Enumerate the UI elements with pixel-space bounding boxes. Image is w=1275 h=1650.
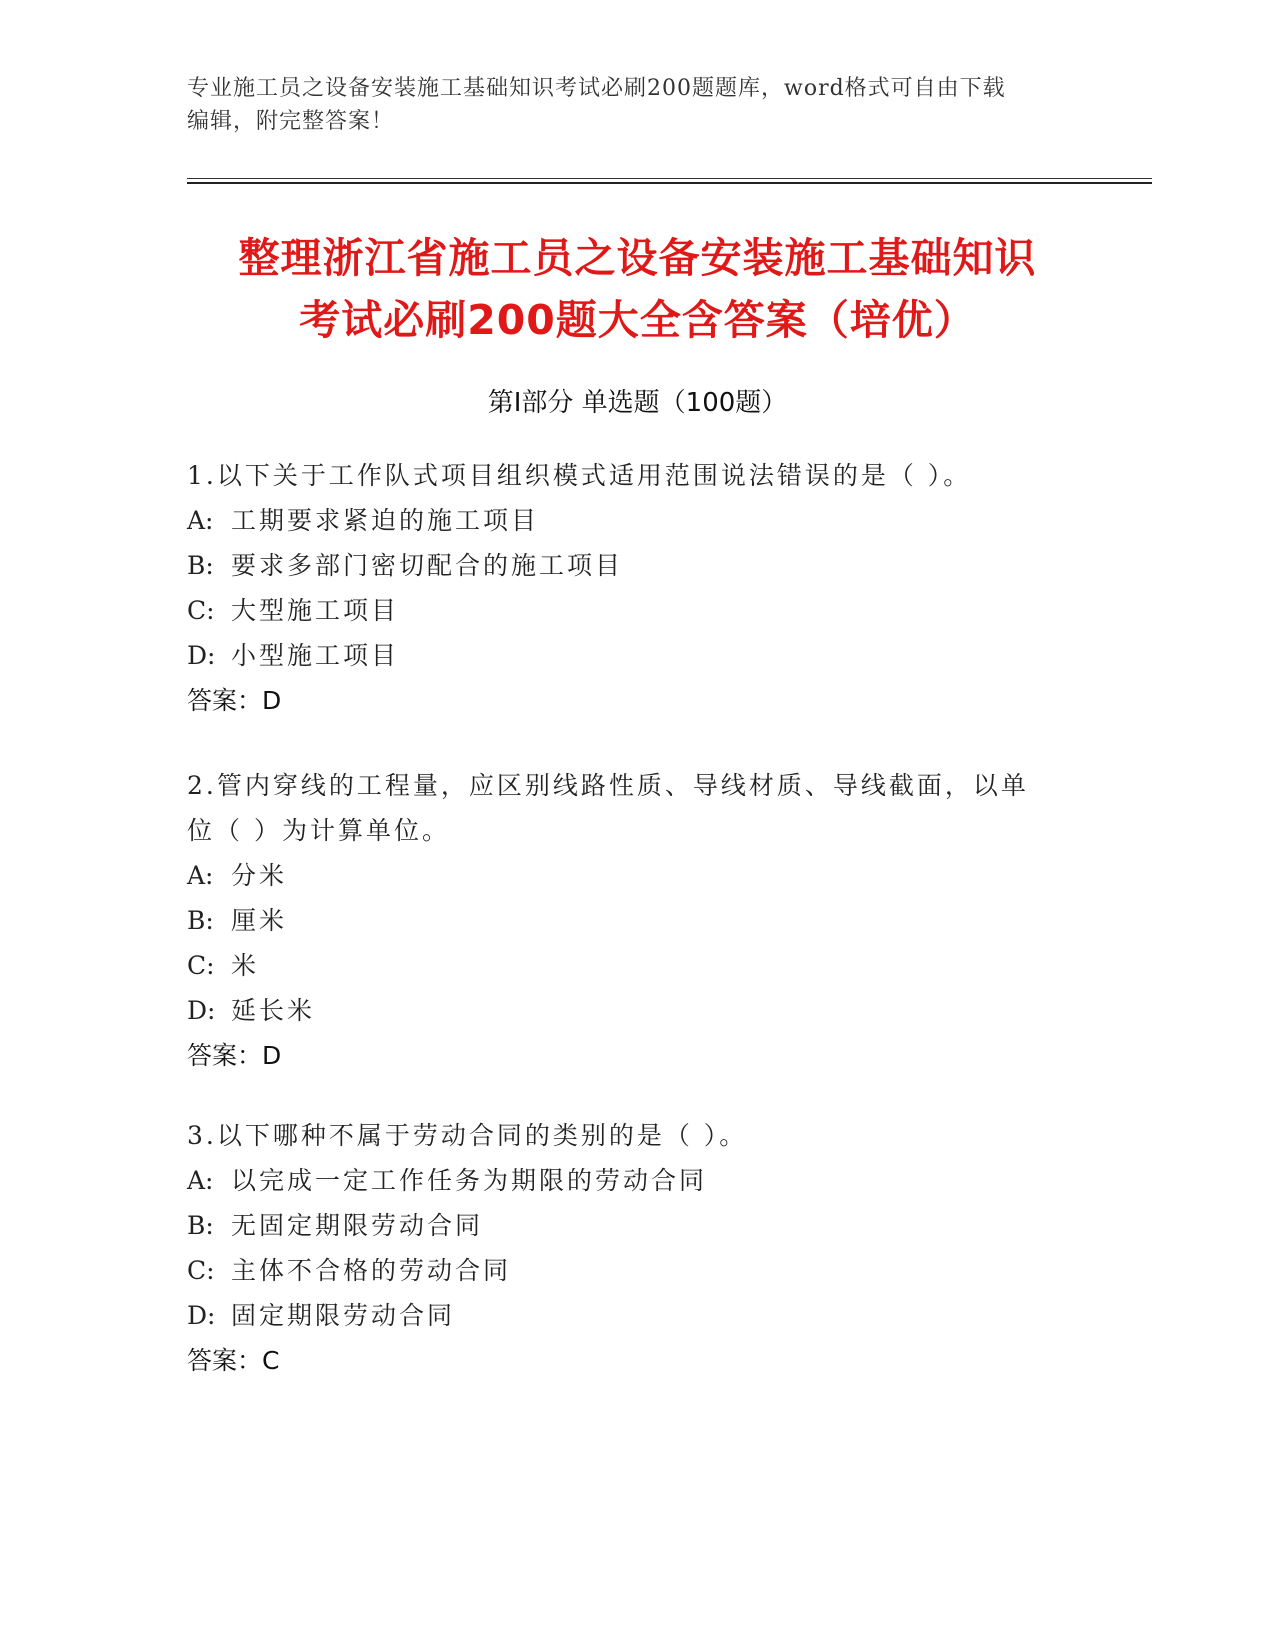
header-note — [187, 72, 1067, 138]
option-text: 无固定期限劳动合同 — [231, 1211, 484, 1240]
option-text: 主体不合格的劳动合同 — [231, 1256, 512, 1285]
option-text: 米 — [231, 951, 260, 980]
option-b — [187, 1203, 1067, 1248]
option-text: 要求多部门密切配合的施工项目 — [231, 551, 624, 580]
option-b — [187, 898, 1067, 943]
option-key: B: — [187, 551, 214, 580]
section-heading: 第Ⅰ部分 单选题（100题） — [487, 388, 788, 418]
question-3 — [187, 1113, 1067, 1383]
option-key: A: — [187, 861, 214, 890]
option-d — [187, 988, 1067, 1033]
question-stem: 3.以下哪种不属于劳动合同的类别的是（ ）。 — [187, 1121, 748, 1150]
document-title-line-2: 考试必刷200题大全含答案（培优） — [299, 296, 976, 344]
question-stem-line-2: 位（ ）为计算单位。 — [187, 816, 450, 845]
option-key: A: — [187, 1166, 214, 1195]
question-2 — [187, 763, 1067, 1078]
option-key: D: — [187, 996, 216, 1025]
option-key: B: — [187, 1211, 214, 1240]
option-text: 厘米 — [231, 906, 288, 935]
answer-line: 答案：D — [187, 686, 282, 715]
option-text: 工期要求紧迫的施工项目 — [231, 506, 540, 535]
option-text: 大型施工项目 — [231, 596, 400, 625]
question-stem-line-1: 2.管内穿线的工程量，应区别线路性质、导线材质、导线截面，以单 — [187, 771, 1029, 800]
option-key: B: — [187, 906, 214, 935]
header-divider-thin — [187, 178, 1152, 179]
option-key: C: — [187, 596, 215, 625]
option-b — [187, 543, 1067, 588]
question-1 — [187, 453, 1067, 723]
option-key: C: — [187, 1256, 215, 1285]
option-text: 小型施工项目 — [231, 641, 400, 670]
answer-line: 答案：C — [187, 1346, 280, 1375]
option-a — [187, 853, 1067, 898]
header-divider-thick — [187, 182, 1152, 184]
option-c — [187, 943, 1067, 988]
header-note-line-2: 编辑，附完整答案！ — [187, 109, 395, 134]
header-note-line-1: 专业施工员之设备安装施工基础知识考试必刷200题题库，word格式可自由下载 — [187, 76, 1006, 101]
option-key: D: — [187, 1301, 216, 1330]
option-key: A: — [187, 506, 214, 535]
option-text: 固定期限劳动合同 — [231, 1301, 456, 1330]
option-c — [187, 588, 1067, 633]
option-d — [187, 1293, 1067, 1338]
option-text: 分米 — [231, 861, 288, 890]
option-text: 延长米 — [231, 996, 316, 1025]
question-stem: 1.以下关于工作队式项目组织模式适用范围说法错误的是（ ）。 — [187, 461, 972, 490]
option-c — [187, 1248, 1067, 1293]
option-key: C: — [187, 951, 215, 980]
option-a — [187, 498, 1067, 543]
option-key: D: — [187, 641, 216, 670]
document-title-line-1: 整理浙江省施工员之设备安装施工基础知识 — [238, 234, 1037, 282]
option-text: 以完成一定工作任务为期限的劳动合同 — [231, 1166, 708, 1195]
option-a — [187, 1158, 1067, 1203]
document-title — [150, 227, 1125, 351]
option-d — [187, 633, 1067, 678]
answer-line: 答案：D — [187, 1041, 282, 1070]
